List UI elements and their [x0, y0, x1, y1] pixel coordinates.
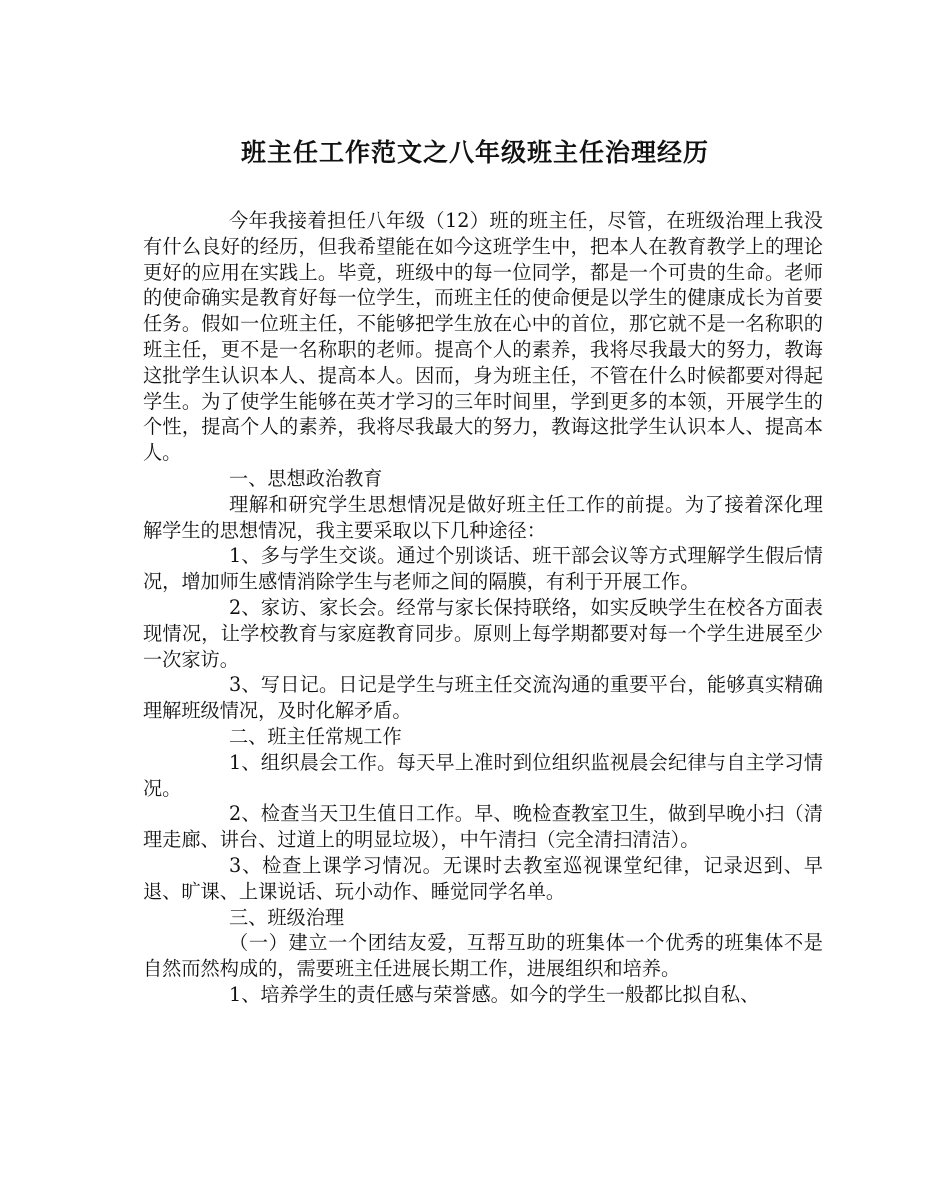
paragraph-1-2: 2、家访、家长会。经常与家长保持联络，如实反映学生在校各方面表现情况，让学校教育与家庭教育同步。原则上每学期都要对每一个学生进展至少一次家访。 [143, 595, 823, 671]
paragraph-1-1: 1、多与学生交谈。通过个别谈话、班干部会议等方式理解学生假后情况，增加师生感情消除学生与老师之间的隔膜，有利于开展工作。 [143, 544, 823, 594]
paragraph-1-3: 3、写日记。日记是学生与班主任交流沟通的重要平台，能够真实精确理解班级情况，及时化解矛盾。 [143, 673, 823, 723]
document-body [143, 208, 823, 1008]
section-heading-1: 一、思想政治教育 [229, 466, 383, 490]
paragraph-2-1: 1、组织晨会工作。每天早上准时到位组织监视晨会纪律与自主学习情况。 [143, 750, 823, 800]
section-heading-2: 二、班主任常规工作 [229, 724, 402, 748]
paragraph-intro: 今年我接着担任八年级（12）班的班主任，尽管，在班级治理上我没有什么良好的经历，但我希望能在如今这班学生中，把本人在教育教学上的理论更好的应用在实践上。毕竟，班级中的每一位同学，都是一个可贵的生命。老师的使命确实是教育好每一位学生，而班主任的使命便是以学生的健康成长为首要任务。假如一位班主任，不能够把学生放在心中的首位，那它就不是一名称职的班主任，更不是一名称职的老师。提高个人的素养，我将尽我最大的努力，教诲这批学生认识本人、提高本人。因而，身为班主任，不管在什么时候都要对得起学生。为了使学生能够在英才学习的三年时间里，学到更多的本领，开展学生的个性，提高个人的素养，我将尽我最大的努力，教诲这批学生认识本人、提高本人。 [143, 209, 823, 465]
paragraph-2-2: 2、检查当天卫生值日工作。早、晚检查教室卫生，做到早晚小扫（清理走廊、讲台、过道上的明显垃圾），中午清扫（完全清扫清洁）。 [143, 802, 823, 852]
paragraph-2-3: 3、检查上课学习情况。无课时去教室巡视课堂纪律，记录迟到、早退、旷课、上课说话、玩小动作、睡觉同学名单。 [143, 853, 823, 903]
paragraph-1: 理解和研究学生思想情况是做好班主任工作的前提。为了接着深化理解学生的思想情况，我主要采取以下几种途径： [143, 492, 823, 542]
paragraph-3-a: （一）建立一个团结友爱，互帮互助的班集体一个优秀的班集体不是自然而然构成的，需要班主任进展长期工作，进展组织和培养。 [143, 931, 823, 981]
section-heading-3: 三、班级治理 [229, 905, 345, 929]
document-title: 班主任工作范文之八年级班主任治理经历 [240, 138, 709, 167]
paragraph-3-1: 1、培养学生的责任感与荣誉感。如今的学生一般都比拟自私、 [229, 982, 760, 1006]
